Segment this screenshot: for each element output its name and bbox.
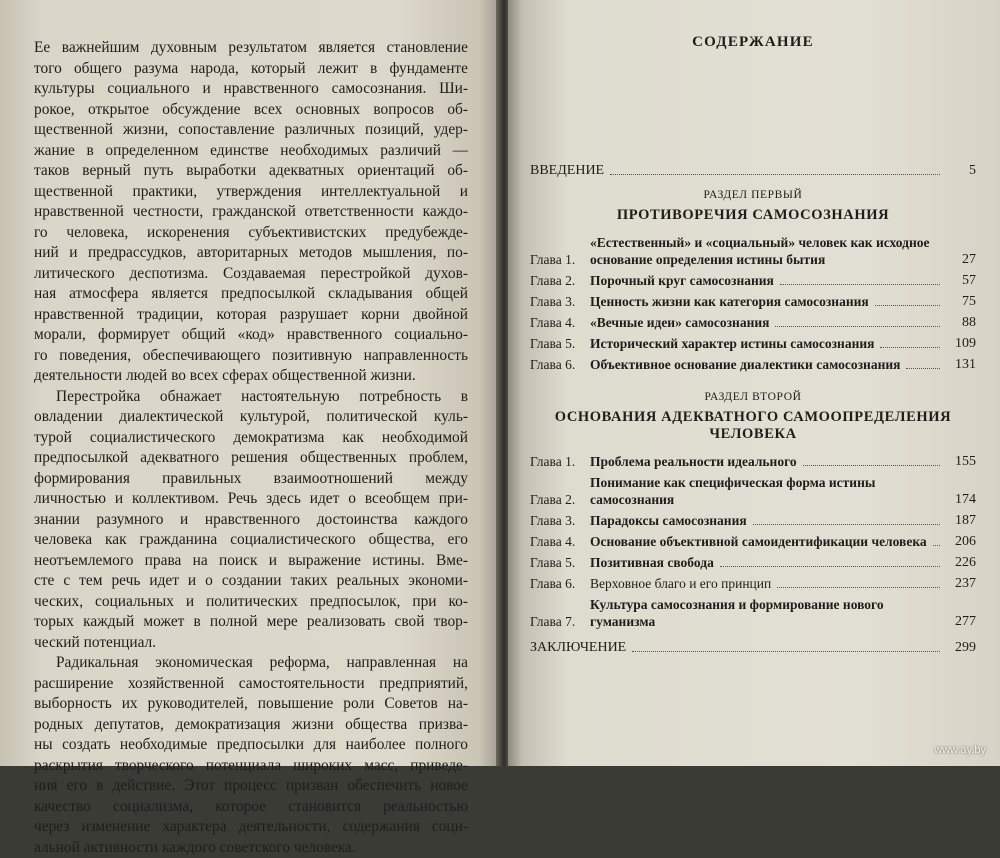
chapter-label: Глава 6.: [530, 356, 590, 373]
paragraph: [34, 387, 468, 654]
chapter-title: Основание объективной самоидентификации человека: [590, 533, 927, 550]
text-line: ны создать необходимые предпосылки для наиболее полного: [34, 735, 468, 756]
text-line: Перестройка обнажает настоятельную потребность в: [34, 387, 468, 408]
chapter-page-number: 57: [946, 272, 976, 289]
toc-chapter-entry: [530, 575, 976, 592]
toc-chapter-entry: [530, 335, 976, 352]
chapter-label: Глава 5.: [530, 335, 590, 352]
toc-chapter-entry: [530, 596, 976, 630]
toc-entry-conclusion: [530, 640, 976, 656]
paragraph: [34, 38, 468, 387]
leader-dots: [775, 326, 940, 327]
text-line: овладении диалектической культурой, политической куль-: [34, 407, 468, 428]
chapter-page-number: 226: [946, 554, 976, 571]
chapter-page-number: 155: [946, 453, 976, 470]
toc-sections: [530, 189, 976, 630]
toc-title: СОДЕРЖАНИЕ: [530, 34, 976, 51]
chapter-page-number: 27: [946, 251, 976, 268]
leader-dots: [933, 545, 940, 546]
text-line: рокое, открытое обсуждение всех основных вопросов об-: [34, 100, 468, 121]
leader-dots: [803, 465, 940, 466]
toc-chapter-entry: [530, 533, 976, 550]
text-line: расширение хозяйственной самостоятельности предприятий,: [34, 674, 468, 695]
chapter-page-number: 109: [946, 335, 976, 352]
toc-chapter-entry: [530, 314, 976, 331]
text-line: торых каждый может в полной мере реализовать свой твор-: [34, 612, 468, 633]
chapter-title: Порочный круг самосознания: [590, 272, 774, 289]
watermark: www.ay.by: [934, 744, 986, 756]
chapter-title: Позитивная свобода: [590, 554, 714, 571]
chapter-page-number: 277: [946, 613, 976, 630]
chapter-title: «Естественный» и «социальный» человек как исходное основание определения истины бытия: [590, 234, 934, 268]
text-line: деятельности людей во всех сферах общественной жизни.: [34, 366, 468, 387]
toc-chapter-entry: [530, 272, 976, 289]
text-line: предпосылкой адекватного решения общественных проблем,: [34, 448, 468, 469]
chapter-page-number: 187: [946, 512, 976, 529]
leader-dots: [720, 566, 940, 567]
section-title: ОСНОВАНИЯ АДЕКВАТНОГО САМООПРЕДЕЛЕНИЯ ЧЕЛОВЕКА: [530, 409, 976, 443]
text-line: ная атмосфера является предпосылкой складывания общей: [34, 284, 468, 305]
chapter-page-number: 237: [946, 575, 976, 592]
chapter-label: Глава 3.: [530, 512, 590, 529]
toc-chapter-entry: [530, 356, 976, 373]
text-line: ческий потенциал.: [34, 633, 468, 654]
text-line: го человека, искоренения субъективистских предубежде-: [34, 223, 468, 244]
left-page: [0, 0, 500, 766]
toc-chapter-entry: [530, 234, 976, 268]
chapter-title: Культура самосознания и формирование нового гуманизма: [590, 596, 934, 630]
toc-chapter-entry: [530, 453, 976, 470]
text-line: раскрытия творческого потенциала широких масс, приведе-: [34, 756, 468, 777]
text-line: щественной жизни, сопоставление различных позиций, удер-: [34, 120, 468, 141]
leader-dots: [780, 284, 940, 285]
text-line: Ее важнейшим духовным результатом является становление: [34, 38, 468, 59]
leader-dots: [880, 347, 940, 348]
chapter-label: Глава 4.: [530, 314, 590, 331]
text-line: формирования правильных взаимоотношений между: [34, 469, 468, 490]
text-line: выборность их руководителей, повышение роли Советов на-: [34, 694, 468, 715]
chapter-label: Глава 6.: [530, 575, 590, 592]
chapter-title: Парадоксы самосознания: [590, 512, 747, 529]
toc-chapter-entry: [530, 554, 976, 571]
chapter-title: «Вечные идеи» самосознания: [590, 314, 769, 331]
leader-dots: [610, 174, 940, 175]
toc-conclusion-page: 299: [946, 640, 976, 656]
text-line: альной активности каждого советского человека.: [34, 838, 468, 858]
toc-chapter-entry: [530, 293, 976, 310]
chapter-label: Глава 1.: [530, 251, 590, 268]
chapter-page-number: 75: [946, 293, 976, 310]
text-line: культуры социального и нравственного самосознания. Ши-: [34, 79, 468, 100]
leader-dots: [753, 524, 940, 525]
toc-chapter-entry: [530, 474, 976, 508]
leader-dots: [777, 587, 940, 588]
toc-intro-page: 5: [946, 163, 976, 179]
paragraph: [34, 653, 468, 858]
chapter-label: Глава 1.: [530, 453, 590, 470]
left-page-text: [34, 38, 468, 858]
leader-dots: [875, 305, 940, 306]
text-line: ний и предрассудков, авторитарных методов мышления, по-: [34, 243, 468, 264]
text-line: ческих, социальных и политических предпосылок, при ко-: [34, 592, 468, 613]
chapter-label: Глава 3.: [530, 293, 590, 310]
leader-dots: [906, 368, 940, 369]
text-line: качество социализма, которое становится реальностью: [34, 797, 468, 818]
text-line: морали, формирует общий «код» нравственного социально-: [34, 325, 468, 346]
toc-intro-label: ВВЕДЕНИЕ: [530, 163, 604, 179]
text-line: того общего разума народа, который лежит в фундаменте: [34, 59, 468, 80]
text-line: личностью и коллективом. Речь здесь идет о всеобщем при-: [34, 489, 468, 510]
chapter-label: Глава 2.: [530, 491, 590, 508]
right-page: [508, 0, 1000, 766]
chapter-page-number: 206: [946, 533, 976, 550]
text-line: ния его в действие. Этот процесс призван обеспечить новое: [34, 776, 468, 797]
toc-chapter-entry: [530, 512, 976, 529]
section-label: РАЗДЕЛ ПЕРВЫЙ: [530, 189, 976, 201]
chapter-label: Глава 5.: [530, 554, 590, 571]
chapter-title: Понимание как специфическая форма истины самосознания: [590, 474, 934, 508]
text-line: неотъемлемого права на поиск и выражение истины. Вме-: [34, 551, 468, 572]
text-line: литического деспотизма. Создаваемая перестройкой духов-: [34, 264, 468, 285]
text-line: турой социалистического демократизма как необходимой: [34, 428, 468, 449]
chapter-page-number: 88: [946, 314, 976, 331]
chapter-title: Объективное основание диалектики самосознания: [590, 356, 900, 373]
text-line: нравственной честности, гражданской ответственности каждо-: [34, 202, 468, 223]
text-line: сте с тем речь идет и о создании таких реальных экономи-: [34, 571, 468, 592]
section-title: ПРОТИВОРЕЧИЯ САМОСОЗНАНИЯ: [530, 207, 976, 224]
text-line: родных депутатов, демократизация жизни общества призва-: [34, 715, 468, 736]
chapter-title: Ценность жизни как категория самосознания: [590, 293, 869, 310]
chapter-label: Глава 4.: [530, 533, 590, 550]
toc-conclusion-label: ЗАКЛЮЧЕНИЕ: [530, 640, 626, 656]
text-line: знании разумного и нравственного достоинства каждого: [34, 510, 468, 531]
text-line: го поведения, обеспечивающего позитивную направленность: [34, 346, 468, 367]
text-line: жание в определенном единстве необходимых различий —: [34, 141, 468, 162]
text-line: таков верный путь выработки адекватных ориентаций об-: [34, 161, 468, 182]
leader-dots: [632, 651, 940, 652]
text-line: нравственной традиции, которая разрушает корни двойной: [34, 305, 468, 326]
section-label: РАЗДЕЛ ВТОРОЙ: [530, 391, 976, 403]
toc-entry-introduction: [530, 163, 976, 179]
text-line: щественной практики, утверждения интеллектуальной и: [34, 182, 468, 203]
chapter-label: Глава 7.: [530, 613, 590, 630]
chapter-title: Исторический характер истины самосознания: [590, 335, 874, 352]
chapter-title: Проблема реальности идеального: [590, 453, 797, 470]
chapter-title: Верховное благо и его принцип: [590, 575, 771, 592]
text-line: Радикальная экономическая реформа, направленная на: [34, 653, 468, 674]
chapter-page-number: 131: [946, 356, 976, 373]
chapter-label: Глава 2.: [530, 272, 590, 289]
text-line: через изменение характера деятельности, содержания соци-: [34, 817, 468, 838]
text-line: человека как гражданина социалистического общества, его: [34, 530, 468, 551]
chapter-page-number: 174: [946, 491, 976, 508]
